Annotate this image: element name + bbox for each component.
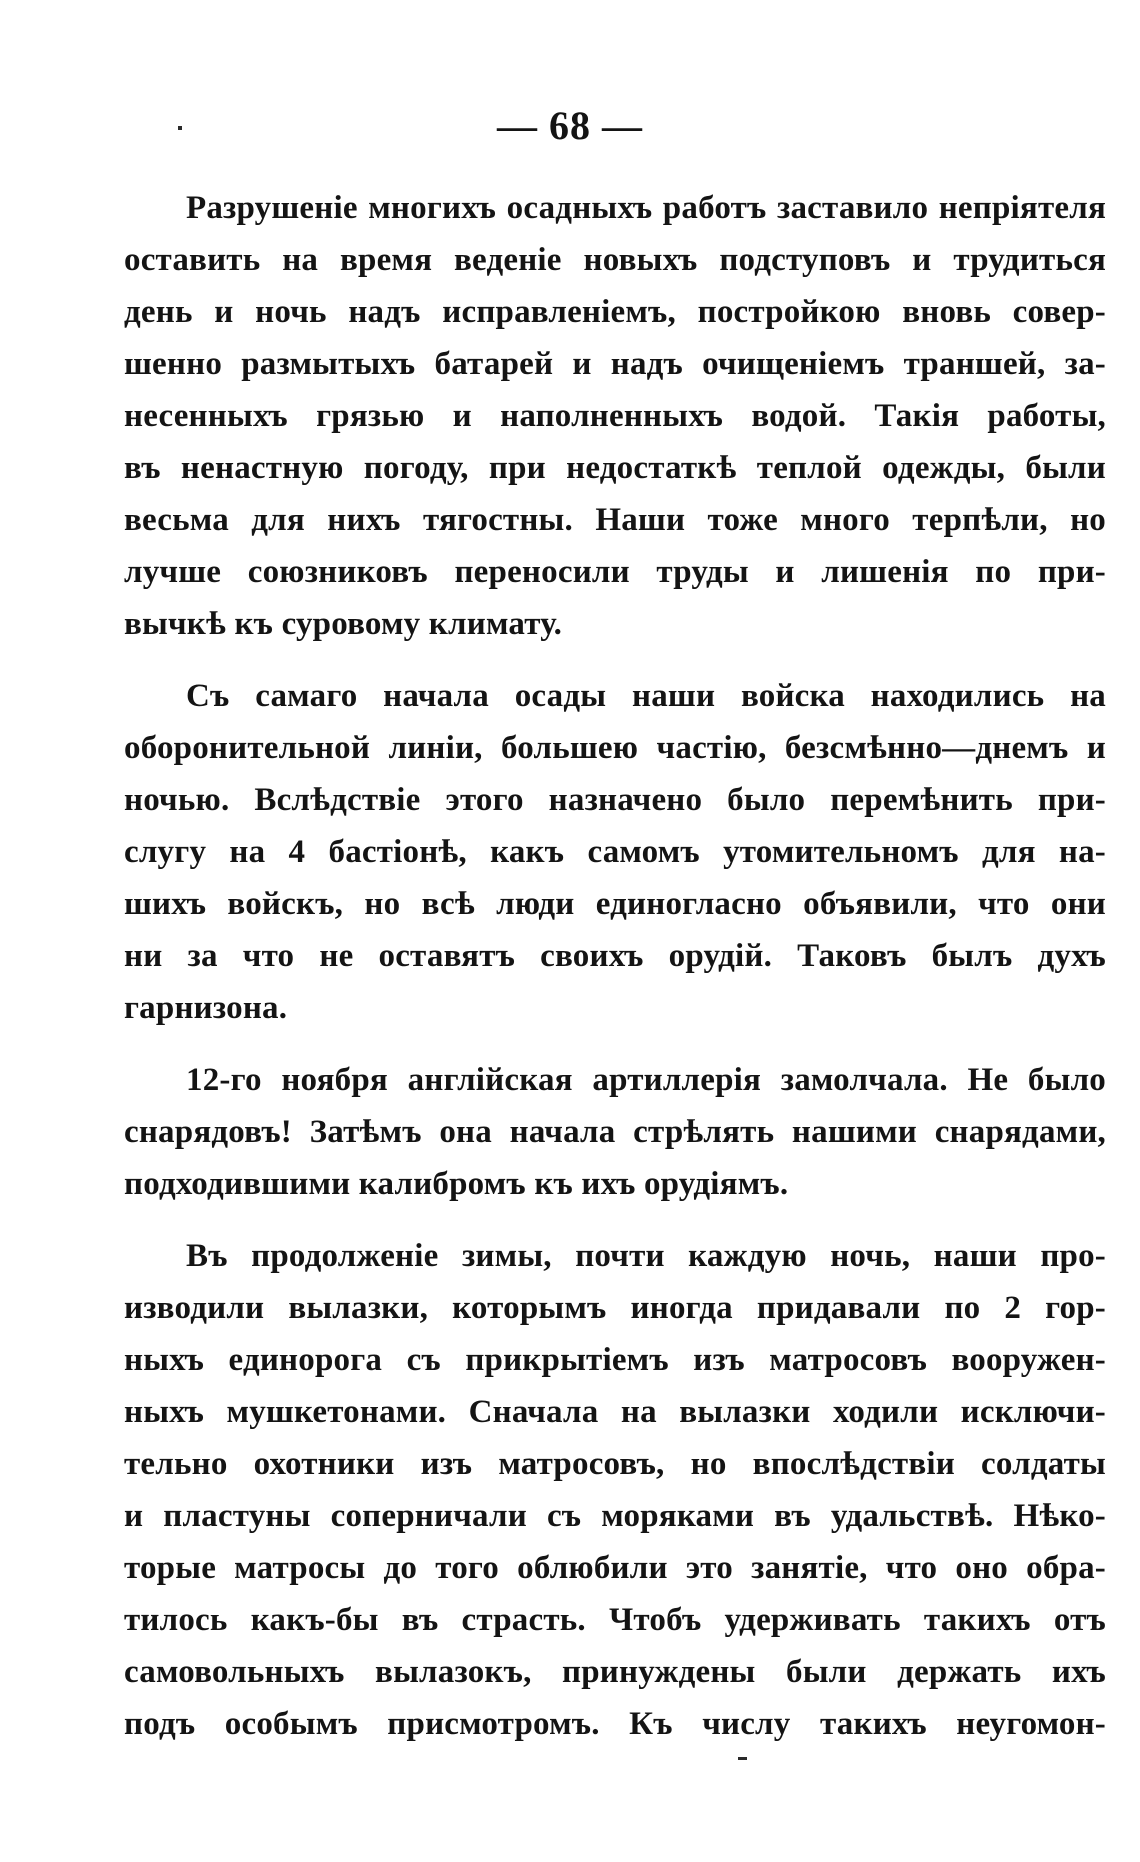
text-line: ночью. Вслѣдствіе этого назначено было перемѣнить при- [124,782,1106,818]
text-line: шенно размытыхъ батарей и надъ очищеніемъ траншей, за- [124,346,1106,382]
paragraph [124,1230,1106,1750]
text-line: торые матросы до того облюбили это занятіе, что оно обра- [124,1550,1106,1586]
page-number: — 68 — [497,103,643,148]
text-line: Разрушеніе многихъ осадныхъ работъ заставило непріятеля [186,190,1106,226]
text-line: снарядовъ! Затѣмъ она начала стрѣлять нашими снарядами, [124,1114,1106,1150]
text-line: ныхъ единорога съ прикрытіемъ изъ матросовъ вооружен- [124,1342,1106,1378]
text-line: оставить на время веденіе новыхъ подступовъ и трудиться [124,242,1106,278]
text-line: подъ особымъ присмотромъ. Къ числу такихъ неугомон- [124,1706,1106,1742]
text-line: слугу на 4 бастіонѣ, какъ самомъ утомительномъ для на- [124,834,1106,870]
body-text [124,182,1106,1770]
text-line: въ ненастную погоду, при недостаткѣ теплой одежды, были [124,450,1106,486]
text-line: гарнизона. [124,990,288,1026]
text-line: несенныхъ грязью и наполненныхъ водой. Такія работы, [124,398,1106,434]
text-line: ни за что не оставятъ своихъ орудій. Таковъ былъ духъ [124,938,1106,974]
text-line: Съ самаго начала осады наши войска находились на [186,678,1106,714]
paragraph [124,1054,1106,1210]
text-line: Въ продолженіе зимы, почти каждую ночь, наши про- [186,1238,1106,1274]
text-line: лучше союзниковъ переносили труды и лишенія по при- [124,554,1106,590]
paragraph [124,670,1106,1034]
text-line: изводили вылазки, которымъ иногда придавали по 2 гор- [124,1290,1106,1326]
text-line: тельно охотники изъ матросовъ, но впослѣдствіи солдаты [124,1446,1106,1482]
text-line: шихъ войскъ, но всѣ люди единогласно объявили, что они [124,886,1106,922]
text-line: 12-го ноября англійская артиллерія замолчала. Не было [186,1062,1106,1098]
paragraph [124,182,1106,650]
text-line: подходившими калибромъ къ ихъ орудіямъ. [124,1166,789,1202]
text-line: и пластуны соперничали съ моряками въ удальствѣ. Нѣко- [124,1498,1106,1534]
text-line: ныхъ мушкетонами. Сначала на вылазки ходили исключи- [124,1394,1106,1430]
text-line: день и ночь надъ исправленіемъ, постройкою вновь совер- [124,294,1106,330]
text-line: вычкѣ къ суровому климату. [124,606,563,642]
text-line: оборонительной линіи, большею частію, безсмѣнно—днемъ и [124,730,1106,766]
text-line: весьма для нихъ тягостны. Наши тоже много терпѣли, но [124,502,1106,538]
text-line: тилось какъ-бы въ страсть. Чтобъ удерживать такихъ отъ [124,1602,1106,1638]
ink-speck [178,126,182,130]
text-line: самовольныхъ вылазокъ, принуждены были держать ихъ [124,1654,1106,1690]
